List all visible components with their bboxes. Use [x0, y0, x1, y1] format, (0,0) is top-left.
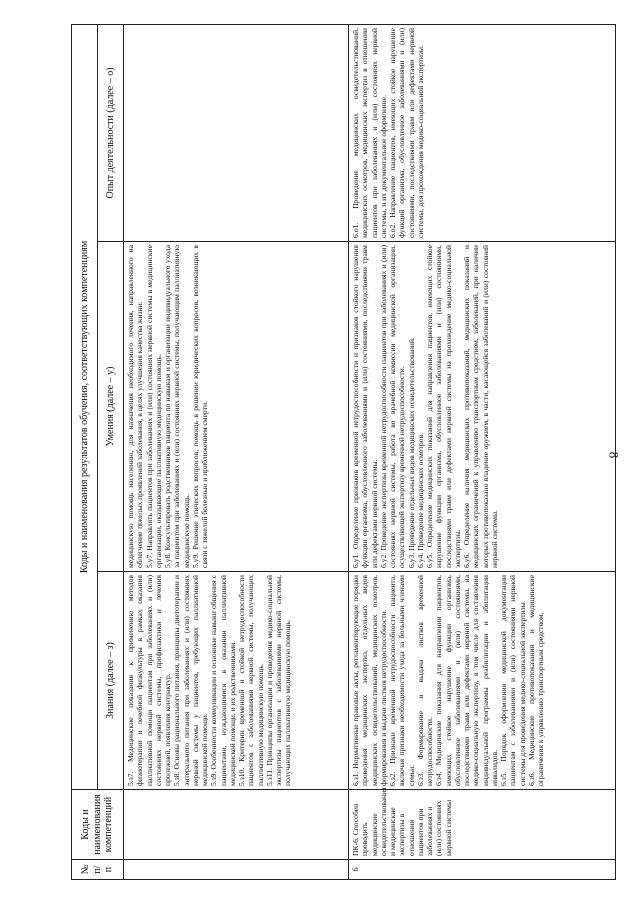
row-experience	[349, 25, 616, 242]
list-item: 5.з7. Медицинские показания к применению методов физиотерапии и лечебной физкультуры в рамках оказания паллиативной помощи пациентам при заболеваниях и (или) состояниях нервной системы, профилактики и лечения пролежней, появления контрактур.	[126, 575, 172, 786]
list-item: 6.з5. Порядок оформления медицинской документации пациентам с заболеваниями и (или) состояниями нервной системы для проведения медико-социальной экспертизы.	[499, 575, 527, 786]
list-item: 5.з9. Особенности коммуникации и основные навыки общения с пациентами, нуждающимися в оказании паллиативной медицинской помощи, и их родственниками.	[209, 575, 237, 786]
list-item: 5.у7. Направлять пациентов при заболеваниях и (или) состояниях нервной системы в медицинские организации, оказывающие паллиативную медицинскую помощь.	[144, 245, 163, 568]
row-num: 6	[349, 860, 616, 880]
row-knowledge	[124, 572, 349, 790]
list-item: медицинскую помощь населению, для назначения необходимого лечения, направленного на облегчение тяжелых проявлений заболевания, в целях улучшения качества жизни.	[126, 245, 145, 568]
list-item: 5.з8. Основы рационального питания, принципы диетотерапии и энтерального питания при заболеваниях и (или) состояниях нервной системы у пациентов, требующих паллиативной медицинской помощи.	[172, 575, 209, 786]
list-item: 6.у1. Определение признаков временной нетрудоспособности и признаков стойкого нарушения функции организма, обусловленного заболеваниями и (или) состояниями, последствиями травм или дефектами нервной системы.	[351, 245, 379, 568]
rotated-table-container	[71, 25, 616, 880]
list-item: 5.з10. Критерии временной и стойкой нетрудоспособности пациентов с заболеваниями нервной системы, получающих паллиативную медицинскую помощь.	[237, 575, 265, 786]
list-item: 6.з3. Формирование и выдача листков временной нетрудоспособности.	[415, 575, 434, 786]
table-row	[349, 25, 616, 880]
header-skills: Умения (далее – у)	[98, 242, 124, 572]
row-competence	[124, 790, 349, 860]
competence-table	[71, 24, 616, 880]
row-experience	[124, 25, 349, 242]
page-number: 8	[605, 451, 621, 459]
row-competence: ПК-6. Способен проводить медицинские освидетельствования и медицинские экспертизы в отношении пациентов при заболеваниях и (или) состояниях нервной системы	[349, 790, 616, 860]
list-item: 6.з1. Нормативные правовые акты, регламентирующие порядки проведения медицинских экспертиз, отдельных видов медицинских освидетельствований, медицинских осмотров, формирования и выдачи листков нетрудоспособности.	[351, 575, 388, 786]
list-item: 6.о1. Проведение медицинских освидетельствований, медицинских осмотров, медицинских экспертиз в отношении пациентов при заболеваниях и (или) состояниях нервной системы, и их документальное оформление.	[351, 28, 388, 238]
list-item: 6.у3. Проведение отдельных видов медицинских освидетельствований.	[406, 337, 416, 568]
header-experience: Опыт деятельности (далее – о)	[98, 25, 124, 242]
table-row	[124, 25, 349, 880]
header-codes: Коды и наименования компетенций	[72, 790, 124, 860]
list-item: 6.з6. Медицинские противопоказания и медицинские ограничения к управлению транспортным средством,	[526, 575, 545, 786]
list-item: 5.у9. Решение этических вопросов, помощь в решении юридических вопросов, возникающих в связи с тяжелой болезнью и приближением смерти.	[190, 245, 209, 568]
row-skills	[124, 242, 349, 572]
list-item: 5.з11. Принципы организации и проведения медико-социальной экспертизы пациентов с заболеваниями нервной системы, получающих паллиативную медицинскую помощь.	[264, 575, 293, 786]
header-num: № п/п	[72, 860, 124, 880]
header-results-group: Коды и наименования результатов обучения, соответствующих компетенциям	[72, 25, 98, 790]
list-item: 6.у6. Определение наличия медицинских противопоказаний, медицинских показаний и медицинских ограничений к управлению транспортным средством, заболеваний, при наличии которых противопоказано владение оружием, в части, касающейся заболеваний и (или) состояний нервной системы.	[462, 245, 499, 568]
list-item: 6.у5. Определение медицинских показаний для направления пациентов, имеющих стойкое нарушение функции организма, обусловленное заболеваниями и (или) состояниями, последствиями травм или дефектами нервной системы на прохождение медико-социальной экспертизы.	[425, 245, 462, 568]
row-knowledge	[349, 572, 616, 790]
row-num	[124, 860, 349, 880]
list-item: 6.у2. Проведение экспертизы временной нетрудоспособности пациентов при заболеваниях и (или) состояниях нервной системы, работа во врачебной комиссии медицинской организации, осуществляющей экспертизу временной нетрудоспособности.	[378, 245, 407, 568]
list-item: 6.у4. Проведение медицинских осмотров.	[415, 433, 425, 568]
row-skills	[349, 242, 616, 572]
list-item: 6.з2. Признаки временной нетрудоспособности пациента, включая признаки необходимости ухода за больными членами семьи.	[388, 575, 416, 786]
list-item: 5.у8. Консультировать родственников пациента по навыкам и организации индивидуального ухода за пациентом при заболеваниях и (или) состояниях нервной системы, получающим паллиативную медицинскую помощь.	[163, 245, 191, 568]
list-item: 6.о2. Направление пациентов, имеющих стойкое нарушение функций организма, обусловленное заболеваниями и (или) состояниями, последствиями травм или дефектами нервной системы, для прохождения медико-социальной экспертизы.	[388, 28, 425, 238]
list-item: 6.з4. Медицинские показания для направления пациентов, имеющих стойкое нарушение функции организма, обусловленное заболеваниями и (или) состояниями, последствиями травм или дефектами нервной системы, на медико-социальную экспертизу, в том числе для составления индивидуальной программы реабилитации и абилитации инвалидов.	[434, 575, 499, 786]
header-knowledge: Знания (далее – з)	[98, 572, 124, 790]
